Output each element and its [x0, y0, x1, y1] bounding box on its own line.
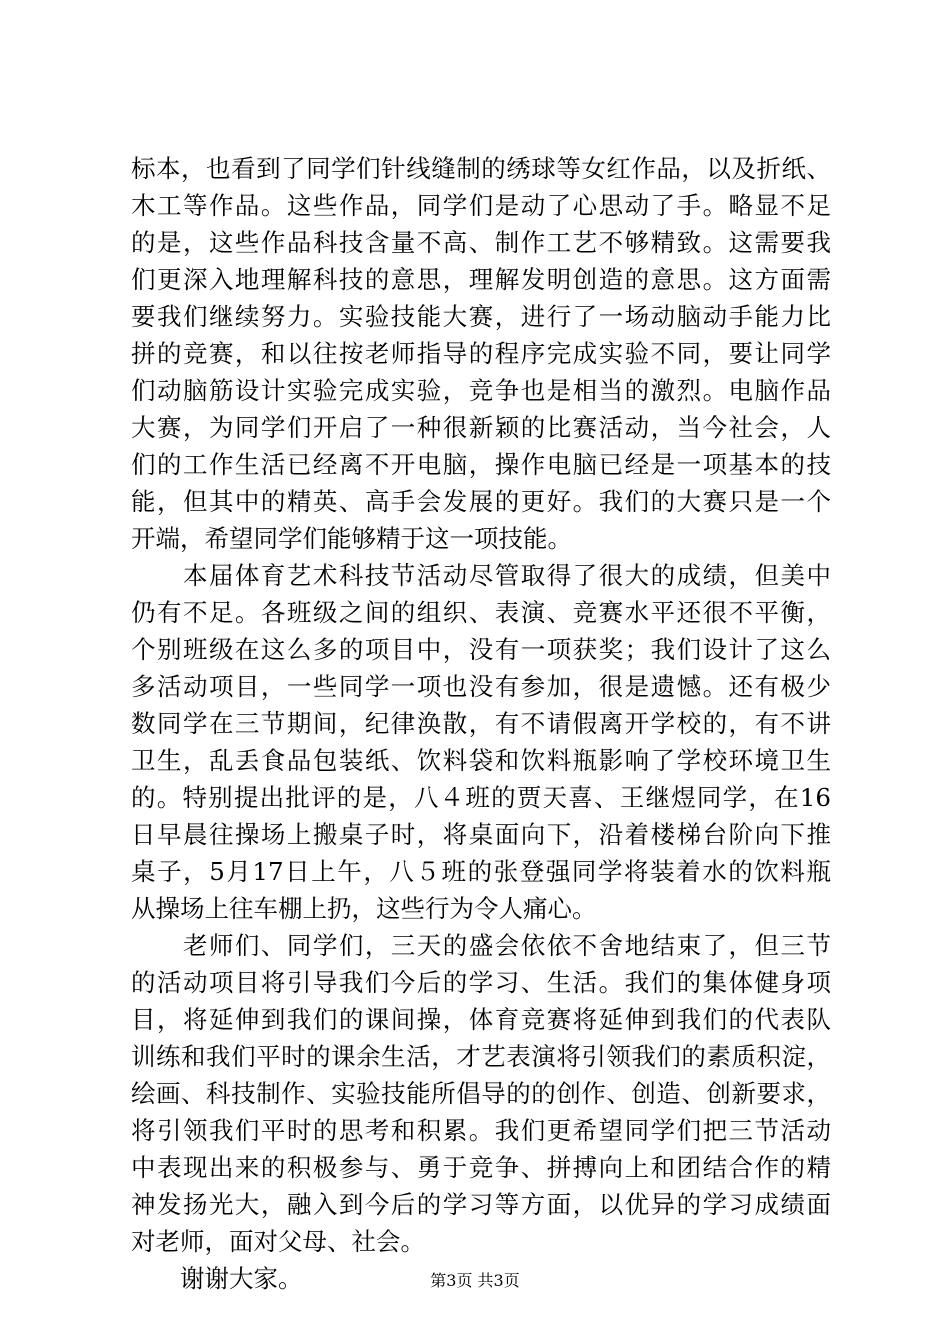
- text-line: 开端，希望同学们能够精于这一项技能。: [131, 524, 572, 553]
- text-line: 将引领我们平时的思考和积累。我们更希望同学们把三节活动: [131, 1116, 831, 1145]
- text-line: 桌子，5月17日上午，八５班的张登强同学将装着水的饮料瓶: [131, 857, 831, 886]
- text-line: 们更深入地理解科技的意思，理解发明创造的意思。这方面需: [131, 265, 831, 294]
- text-line: 多活动项目，一些同学一项也没有参加，很是遗憾。还有极少: [131, 672, 831, 701]
- text-line: 卫生，乱丢食品包装纸、饮料袋和饮料瓶影响了学校环境卫生: [131, 746, 831, 775]
- text-line: 训练和我们平时的课余生活，才艺表演将引领我们的素质积淀，: [131, 1042, 831, 1071]
- text-line: 标本，也看到了同学们针线缝制的绣球等女红作品，以及折纸、: [131, 154, 831, 183]
- text-line: 神发扬光大，融入到今后的学习等方面，以优异的学习成绩面: [131, 1190, 831, 1219]
- page-number-label: 第3页 共3页: [430, 1271, 520, 1290]
- text-line: 个别班级在这么多的项目中，没有一项获奖；我们设计了这么: [131, 635, 831, 664]
- text-line: 数同学在三节期间，纪律涣散，有不请假离开学校的，有不讲: [131, 709, 831, 738]
- text-line: 目，将延伸到我们的课间操，体育竞赛将延伸到我们的代表队: [131, 1005, 831, 1034]
- text-line: 能，但其中的精英、高手会发展的更好。我们的大赛只是一个: [131, 487, 831, 516]
- document-body: [131, 150, 831, 1297]
- text-line: 们动脑筋设计实验完成实验，竞争也是相当的激烈。电脑作品: [131, 376, 831, 405]
- text-line: 中表现出来的积极参与、勇于竞争、拼搏向上和团结合作的精: [131, 1153, 831, 1182]
- text-line: 木工等作品。这些作品，同学们是动了心思动了手。略显不足: [131, 191, 831, 220]
- text-line: 对老师，面对父母、社会。: [131, 1227, 425, 1256]
- text-line: 的。特别提出批评的是，八４班的贾天喜、王继煜同学，在16: [131, 783, 831, 812]
- text-line: 从操场上往车棚上扔，这些行为令人痛心。: [131, 894, 597, 923]
- text-line: 要我们继续努力。实验技能大赛，进行了一场动脑动手能力比: [131, 302, 831, 331]
- text-line: 谢谢大家。: [131, 1264, 303, 1293]
- text-line: 绘画、科技制作、实验技能所倡导的的创作、创造、创新要求，: [131, 1079, 831, 1108]
- text-line: 的活动项目将引导我们今后的学习、生活。我们的集体健身项: [131, 968, 831, 997]
- text-line: 拼的竞赛，和以往按老师指导的程序完成实验不同，要让同学: [131, 339, 831, 368]
- page-footer: [0, 1271, 950, 1291]
- text-line: 老师们、同学们，三天的盛会依依不舍地结束了，但三节: [131, 931, 831, 960]
- text-line: 日早晨往操场上搬桌子时，将桌面向下，沿着楼梯台阶向下推: [131, 820, 831, 849]
- text-line: 们的工作生活已经离不开电脑，操作电脑已经是一项基本的技: [131, 450, 831, 479]
- text-line: 仍有不足。各班级之间的组织、表演、竞赛水平还很不平衡，: [131, 598, 831, 627]
- text-line: 的是，这些作品科技含量不高、制作工艺不够精致。这需要我: [131, 228, 831, 257]
- text-line: 大赛，为同学们开启了一种很新颖的比赛活动，当今社会，人: [131, 413, 831, 442]
- text-line: 本届体育艺术科技节活动尽管取得了很大的成绩，但美中: [131, 561, 831, 590]
